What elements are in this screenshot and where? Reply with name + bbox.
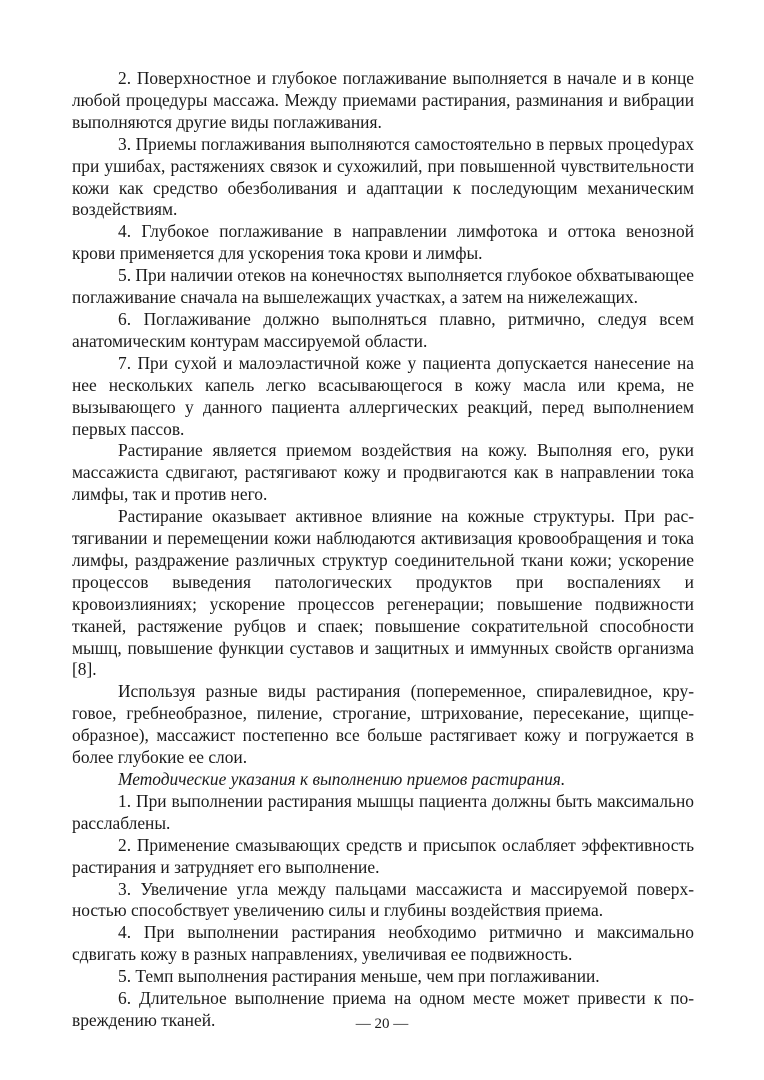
guideline-item-5: 5. Темп выполнения растирания меньше, чем при поглаживании. [118,966,600,987]
paragraph-rubbing-types: Используя разные виды растирания (попеременное, спиралевидное, круговое, гребнеобразное, пиление, строгание, штрихование, пересекание, щипцеобразное), массажист постепенно все больше растягивает кожу и погружается в более глубокие ее слои. [72,681,694,768]
paragraph-rubbing-definition: Растирание является приемом воздействия на кожу. Выполняя его, руки массажиста сдвигают, растягивают кожу и продвигаются как в направлении тока лимфы, так и против него. [72,440,694,505]
paragraph-deep-stroking-lymph: 4. Глубокое поглаживание в направлении лимфотока и оттока венозной крови применяется для ускорения тока крови и лимфы. [72,221,694,264]
section-heading-guidelines: Методические указания к выполнению приемов растирания. [118,769,566,789]
guideline-item-3: 3. Увеличение угла между пальцами массажиста и массируемой поверхностью способствует увеличению силы и глубины воздействия приема. [72,878,694,921]
paragraph-stroking-standalone: 3. Приемы поглаживания выполняются самостоятельно в первых процеdурах при ушибах, растяжениях связок и сухожилий, при повышенной чувствительности кожи как средство обезболивания и адаптации к последующим механическим воздействиям. [72,133,694,220]
guideline-item-6: 6. Длительное выполнение приема на одном месте может привести к повреждению тканей. [72,988,694,1030]
paragraph-dry-skin-oil: 7. При сухой и малоэластичной коже у пациента допускается нанесение на нее нескольких капель легко всасывающегося в кожу масла или крема, не вызывающего у данного пациента аллергических реакций, перед выполнением первых пассов. [72,352,694,439]
paragraph-edema-stroking: 5. При наличии отеков на конечностях выполняется глубокое обхватывающее поглаживание сначала на вышележащих участках, а затем на нижележащих. [72,265,694,308]
page-number: — 20 — [355,1016,409,1032]
guideline-item-4: 4. При выполнении растирания необходимо ритмично и максимально сдвигать кожу в разных направлениях, увеличивая ее подвижность. [72,922,694,965]
guideline-item-1: 1. При выполнении растирания мышцы пациента должны быть максимально расслаблены. [72,790,694,833]
document-page [72,68,694,1032]
paragraph-stroking-timing: 2. Поверхностное и глубокое поглаживание выполняется в начале и в конце любой процедуры массажа. Между приемами растирания, разминания и вибрации выполняются другие виды поглаживания. [72,68,694,132]
guideline-item-2: 2. Применение смазывающих средств и присыпок ослабляет эффективность растирания и затрудняет его выполнение. [72,834,694,877]
paragraph-smooth-rhythm: 6. Поглаживание должно выполняться плавно, ритмично, следуя всем анатомическим контурам массируемой области. [72,308,694,351]
paragraph-rubbing-effects: Растирание оказывает активное влияние на кожные структуры. При растягивании и перемещении кожи наблюдаются активизация кровообращения и тока лимфы, раздражение различных структур соединительной ткани кожи; ускорение процессов выведения патологических продуктов при воспалениях и кровоизлияниях; ускорение процессов регенерации; повышение подвижности тканей, растяжение рубцов и спаек; повышение сократительной способности мышц, повышение функции суставов и защитных и иммунных свойств организма [8]. [72,506,694,680]
